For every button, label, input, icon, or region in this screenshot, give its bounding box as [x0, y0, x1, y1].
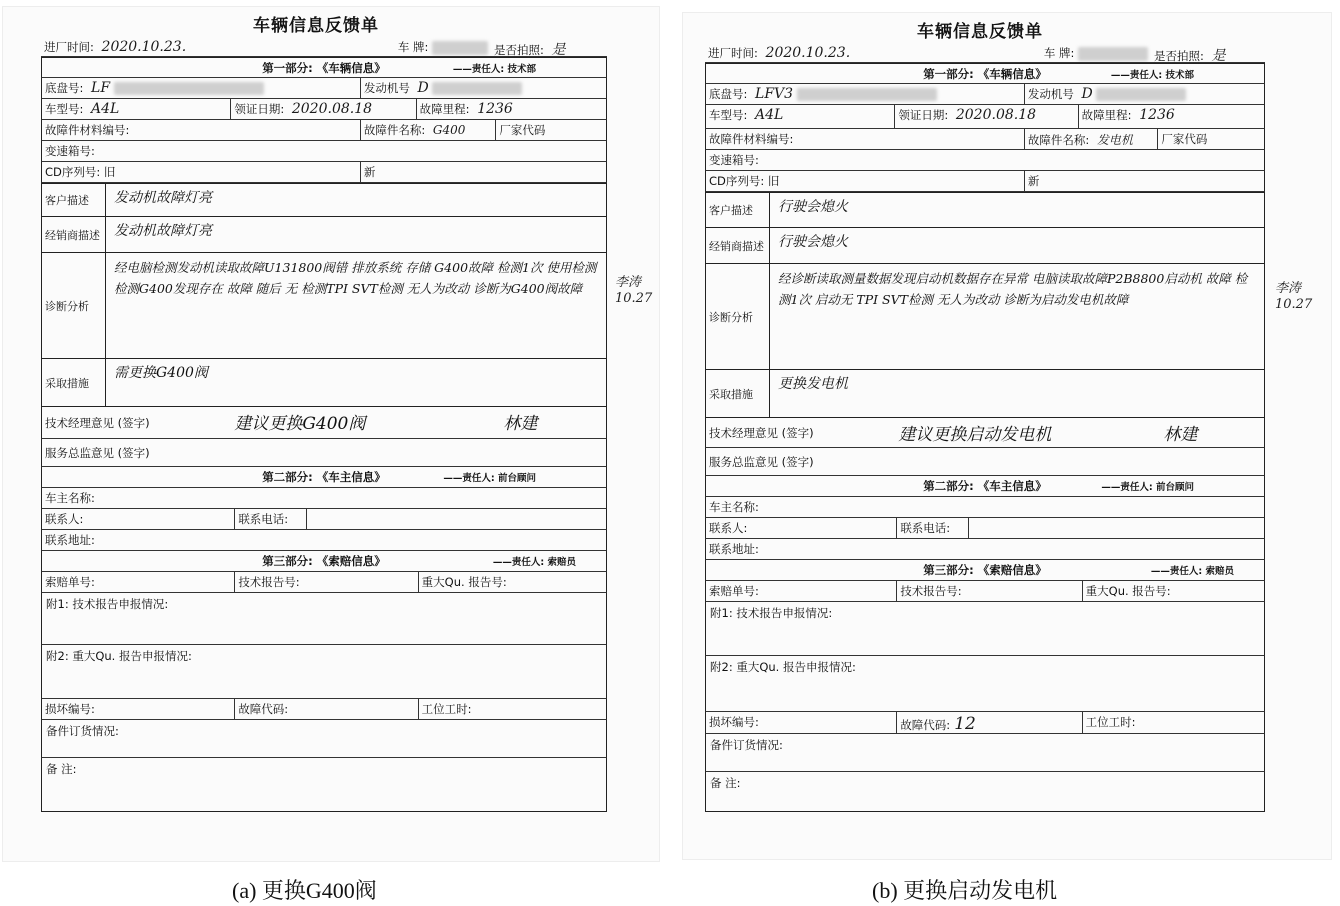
part2-header: 第二部分: 《车主信息》 ——责任人: 前台顾问	[41, 467, 607, 488]
model-row: 车型号: A4L 领证日期: 2020.08.18 故障里程: 1236	[41, 99, 607, 120]
measure-row: 采取措施 更换发电机	[705, 370, 1265, 418]
header-row: 进厂时间: 2020.10.23. 车 牌: 是否拍照: 是	[705, 43, 1265, 63]
diag-text: 经电脑检测发动机读取故障U131800阀错 排放系统 存储 G400故障 检测1次 使用检测 检测G400发现存在 故障 随后 无 检测TPI SVT检测 无人为改动 诊断为G400阀故障	[114, 260, 597, 296]
cd-row: CD序列号: 旧 新	[705, 171, 1265, 192]
attach2-box: 附2: 重大Qu. 报告申报情况:	[41, 645, 607, 699]
manager-opinion: 建议更换G400阀	[234, 414, 366, 434]
part-row: 故障件材料编号: 故障件名称: G400 厂家代码	[41, 120, 607, 141]
photo-value: 是	[551, 42, 566, 56]
part2-header: 第二部分: 《车主信息》 ——责任人: 前台顾问	[705, 476, 1265, 497]
attach2-box: 附2: 重大Qu. 报告申报情况:	[705, 656, 1265, 712]
manager-signature: 林建	[503, 414, 538, 434]
manager-opinion: 建议更换启动发电机	[898, 425, 1052, 445]
remarks-box: 备 注:	[705, 772, 1265, 812]
diag-row: 诊断分析 经电脑检测发动机读取故障U131800阀错 排放系统 存储 G400故障 检测1次 使用检测 检测G400发现存在 故障 随后 无 检测TPI SVT检测 无人为改动 诊断为G400阀故障	[41, 253, 607, 359]
manager-row: 技术经理意见 (签字) 建议更换G400阀 林建	[41, 407, 607, 439]
caption-a: (a) 更换G400阀	[232, 878, 377, 903]
damage-row: 损坏编号: 故障代码: 12 工位工时:	[705, 712, 1265, 734]
owner-row: 车主名称:	[705, 497, 1265, 518]
photo-label: 是否拍照:	[494, 43, 544, 56]
plate-label: 车 牌:	[397, 40, 429, 54]
part3-header: 第三部分: 《索赔信息》 ——责任人: 索赔员	[41, 551, 607, 572]
gearbox-row: 变速箱号:	[41, 141, 607, 162]
customer-row: 客户描述 发动机故障灯亮	[41, 183, 607, 217]
customer-row: 客户描述 行驶会熄火	[705, 192, 1265, 228]
cd-row: CD序列号: 旧 新	[41, 162, 607, 183]
fault-code-value: 12	[954, 714, 976, 733]
model-row: 车型号: A4L 领证日期: 2020.08.18 故障里程: 1236	[705, 105, 1265, 129]
part1-header: 第一部分: 《车辆信息》 ——责任人: 技术部	[41, 57, 607, 78]
owner-row: 车主名称:	[41, 488, 607, 509]
part-row: 故障件材料编号: 故障件名称: 发电机 厂家代码	[705, 129, 1265, 150]
header-row	[41, 37, 607, 57]
address-row: 联系地址:	[705, 539, 1265, 560]
redacted-plate	[432, 41, 488, 55]
contact-row: 联系人: 联系电话:	[41, 509, 607, 530]
measure-row: 采取措施 需更换G400阀	[41, 359, 607, 407]
form-title: 车辆信息反馈单	[917, 22, 1043, 42]
supervisor-row: 服务总监意见 (签字)	[41, 439, 607, 467]
damage-row: 损坏编号: 故障代码: 工位工时:	[41, 699, 607, 720]
dealer-row: 经销商描述 行驶会熄火	[705, 228, 1265, 264]
part1-header: 第一部分: 《车辆信息》 ——责任人: 技术部	[705, 63, 1265, 84]
redacted-engine	[1096, 88, 1186, 101]
gearbox-row: 变速箱号:	[705, 150, 1265, 171]
form-title: 车辆信息反馈单	[253, 16, 379, 36]
contact-row: 联系人: 联系电话:	[705, 518, 1265, 539]
part3-header: 第三部分: 《索赔信息》 ——责任人: 索赔员	[705, 560, 1265, 581]
manager-row: 技术经理意见 (签字) 建议更换启动发电机 林建	[705, 418, 1265, 448]
measure-text: 需更换G400阀	[114, 365, 208, 381]
address-row: 联系地址:	[41, 530, 607, 551]
dealer-row: 经销商描述 发动机故障灯亮	[41, 217, 607, 253]
form-body	[41, 37, 607, 812]
parts-order-box: 备件订货情况:	[705, 734, 1265, 772]
entry-time-label: 进厂时间:	[44, 40, 94, 54]
supervisor-row: 服务总监意见 (签字)	[705, 448, 1265, 476]
scanned-form-a	[2, 6, 660, 862]
caption-b: (b) 更换启动发电机	[872, 878, 1058, 903]
vin-row: 底盘号: LFV3 发动机号 D	[705, 84, 1265, 105]
form-body	[705, 43, 1265, 812]
attach1-box: 附1: 技术报告申报情况:	[705, 602, 1265, 656]
redacted-engine	[432, 82, 522, 95]
dealer-text: 发动机故障灯亮	[114, 223, 212, 239]
remarks-box: 备 注:	[41, 758, 607, 812]
customer-text: 发动机故障灯亮	[114, 190, 212, 206]
redacted-plate	[1078, 47, 1148, 61]
entry-time-value: 2020.10.23.	[101, 39, 187, 55]
margin-signature: 李涛 10.27	[615, 275, 653, 306]
claim-row: 索赔单号: 技术报告号: 重大Qu. 报告号:	[41, 572, 607, 593]
vin-value: LF	[91, 80, 111, 96]
vin-row: 底盘号: LF 发动机号 D	[41, 78, 607, 99]
scanned-form-b	[682, 12, 1332, 860]
redacted-vin	[114, 82, 264, 95]
margin-signature: 李涛 10.27	[1275, 281, 1313, 312]
manager-signature: 林建	[1163, 425, 1198, 445]
parts-order-box: 备件订货情况:	[41, 720, 607, 758]
diag-row: 诊断分析 经诊断读取测量数据发现启动机数据存在异常 电脑读取故障P2B8800启动机 故障 检测1次 启动无 TPI SVT检测 无人为改动 诊断为启动发电机故障	[705, 264, 1265, 370]
attach1-box: 附1: 技术报告申报情况:	[41, 593, 607, 645]
claim-row: 索赔单号: 技术报告号: 重大Qu. 报告号:	[705, 581, 1265, 602]
redacted-vin	[797, 88, 937, 101]
